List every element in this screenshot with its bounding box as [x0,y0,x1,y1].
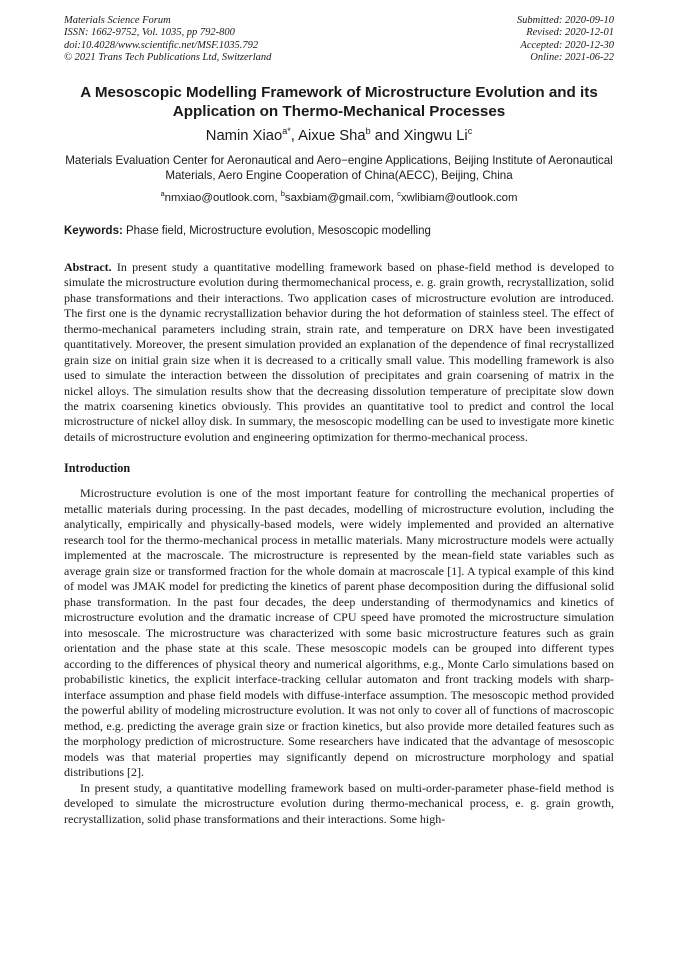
email-sup: c [397,188,401,198]
journal-info [64,15,271,65]
paper-page [64,14,614,827]
publication-dates [517,15,614,65]
author-name: Aixue Sha [298,127,366,144]
doi-line: doi:10.4028/www.scientific.net/MSF.1035.792 [64,39,259,51]
author-separator: and [370,127,404,144]
email-sup: b [280,188,285,198]
author-sup: b [365,125,371,136]
email-link[interactable]: xwlibiam@outlook.com [400,191,518,204]
introduction-paragraph: Microstructure evolution is one of the most important feature for controlling the mechanical properties of metallic materials during processing. In the past decades, modelling of microstructure evolution, including the analytically, empirically and physically-based models, were widely implemented and provided an alternative research tool for the thermo-mechanical process in metallic materials. Many microstructure models were actually implemented at the macroscale. The microstructure is represented by the mean-field state variables such as average grain size or transformed fraction for the whole domain at macroscale [1]. A typical example of this kind of model was JMAK model for predicting the kinetics of parent phase decomposition during the diffusional solid phase transformation. In the past four decades, the deep understanding of thermodynamics and kinetics of microstructure evolution and the dramatic increase of CPU speed have promoted the microstructure simulation into mesoscale. The microstructure was characterized with some basic microstructure features such as grain orientation and the phase state at this scale. These mesoscopic models can be grouped into different types according to the differences of physical theory and numerical algorithms, e.g., Monte Carlo simulations based on probabilistic kinetics, the explicit interface-tracking cellular automaton and front tracking models with sharp-interface assumption and phase field models with diffuse-interface assumption. The mesoscopic method provided the powerful ability of modeling microstructure evolution. It was not only to cover all of functions of macroscopic method, e.g. predicting the average grain size or fraction kinetics, but also provide more detailed features such as the morphology prediction of microstructure. Some researchers have indicated that the advantage of mesoscopic models was that material properties may significantly depend on microstructure morphology and spatial distributions [2]. [64,486,614,780]
author-sup: c [467,125,473,136]
paper-title: A Mesoscopic Modelling Framework of Microstructure Evolution and its Application on Thermo-Mechanical Processes [80,83,598,121]
keywords-label: Keywords: [64,224,123,237]
introduction-paragraph: In present study, a quantitative modelling framework based on multi-order-parameter phase-field method is developed to simulate the microstructure evolution during thermo-mechanical process, e. g. grain growth, recrystallization, solid phase transformations and their interactions. Some high- [64,780,614,826]
copyright-line: © 2021 Trans Tech Publications Ltd, Switzerland [64,52,272,64]
author-list [64,127,614,145]
online-date: Online: 2021-06-22 [530,52,614,64]
abstract-label: Abstract. [64,259,112,274]
email-link[interactable]: saxbiam@gmail.com [284,191,391,204]
author-name: Namin Xiao [205,127,283,144]
affiliation: Materials Evaluation Center for Aeronautical and Aero−engine Applications, Beijing Institute of Aeronautical Materials, Aero Engine Cooperation of China(AECC), Beijing, China [65,153,613,183]
email-link[interactable]: nmxiao@outlook.com [164,191,275,204]
abstract-text: In present study a quantitative modelling framework based on phase-field method is developed to simulate the microstructure evolution during thermomechanical process, e. g. grain growth, recrystallization, solid phase transformations and their interactions. Two application cases of microstructure evolution are introduced. The first one is the dynamic recrystallization behavior during the hot deformation of stainless steel. The effect of thermo-mechanical parameters including strain, strain rate, and temperature on DRX have been investigated quantitatively. Moreover, the present simulation provided an explanation of the dependence of final recrystallized grain size on initial grain size when it is decreased to a critically small value. This modelling framework is also used to simulate the interaction between the dissolution of precipitates and grain coarsening of matrix in the nickel alloys. The simulation results show that the decreasing dissolution temperature of precipitate slow down the matrix coarsening kinetics obviously. This provides an quantitative tool to predict and control the local microstructure of nickel alloy disk. In summary, the mesoscopic modelling can be used to investigate more kinetic details of microstructure evolution and engineering optimization for thermo-mechanical process. [64,259,614,444]
accepted-date: Accepted: 2020-12-30 [520,39,614,51]
author-sup: a* [282,125,291,136]
journal-header [64,15,614,65]
introduction-heading: Introduction [64,461,131,476]
revised-date: Revised: 2020-12-01 [526,27,614,39]
submitted-date: Submitted: 2020-09-10 [516,15,614,26]
issn-line: ISSN: 1662-9752, Vol. 1035, pp 792-800 [64,27,235,39]
email-sup: a [160,188,165,198]
keywords-text: Phase field, Microstructure evolution, Mesoscopic modelling [126,224,431,237]
email-list: $^a$nmxiao@outlook.com, $^b$saxbiam@gmail.com, $^c$xwlibiam@outlook.com [160,188,518,204]
keywords [64,224,614,238]
author-name: Xingwu Li [403,127,468,144]
abstract [64,260,614,446]
author-separator: , [290,127,299,144]
journal-name: Materials Science Forum [64,15,171,26]
